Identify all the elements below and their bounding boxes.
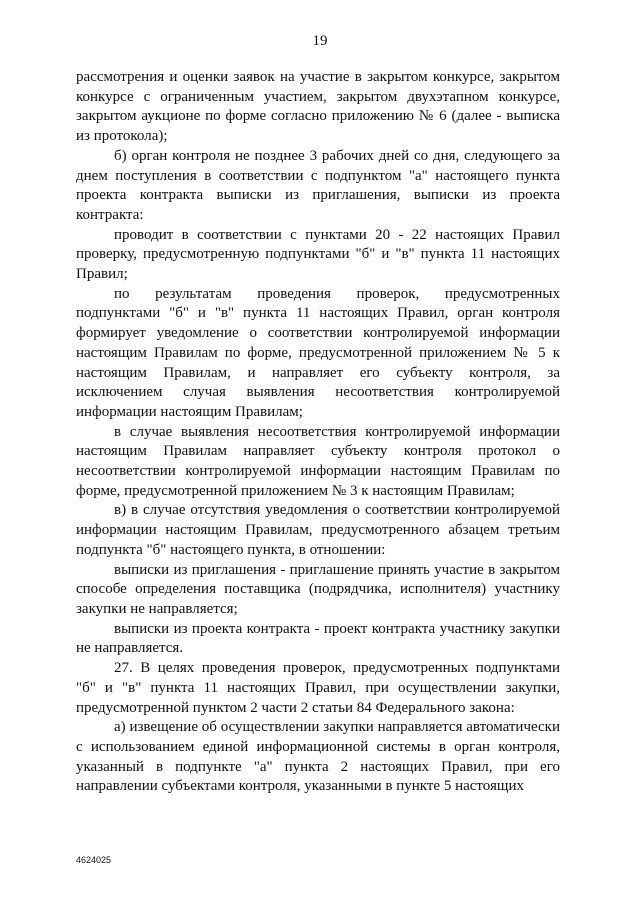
paragraph-check: проводит в соответствии с пунктами 20 - 22 настоящих Правил проверку, предусмотренную подпунктами "б" и "в" пункта 11 настоящих Правил;: [76, 226, 560, 283]
document-id: 4624025: [76, 855, 112, 865]
paragraph-check-results: по результатам проведения проверок, предусмотренных подпунктами "б" и "в" пункта 11 настоящих Правил, орган контроля формирует уведомление о соответствии контролируемой информации настоящим Правилам по форме, предусмотренной приложением № 5 к настоящим Правилам, и направляет его субъекту контроля, за исключением случая выявления несоответствия контролируемой информации настоящим Правилам;: [76, 285, 560, 420]
paragraph-subitem-b: б) орган контроля не позднее 3 рабочих дней со дня, следующего за днем поступления в соответствии с подпунктом "а" настоящего пункта проекта контракта выписки из приглашения, выписки из проекта контракта:: [76, 147, 560, 223]
document-body: [76, 68, 560, 797]
paragraph-subitem-a: а) извещение об осуществлении закупки направляется автоматически с использованием единой информационной системы в орган контроля, указанный в подпункте "а" пункта 2 настоящих Правил, при его направлении субъектами контроля, указанными в пункте 5 настоящих: [76, 719, 560, 795]
paragraph-item-27: 27. В целях проведения проверок, предусмотренных подпунктами "б" и "в" пункта 11 настоящих Правил, при осуществлении закупки, предусмотренной пунктом 2 части 2 статьи 84 Федерального закона:: [76, 660, 560, 716]
paragraph-contract-extract: выписки из проекта контракта - проект контракта участнику закупки не направляется.: [76, 620, 560, 657]
paragraph-subitem-v: в) в случае отсутствия уведомления о соответствии контролируемой информации настоящим Правилам, предусмотренного абзацем третьим подпункта "б" настоящего пункта, в отношении:: [76, 502, 560, 558]
paragraph-nonconformity: в случае выявления несоответствия контролируемой информации настоящим Правилам направляет субъекту контроля протокол о несоответствии контролируемой информации настоящим Правилам по форме, предусмотренной приложением № 3 к настоящим Правилам;: [76, 423, 560, 499]
paragraph-continuation: рассмотрения и оценки заявок на участие в закрытом конкурсе, закрытом конкурсе с ограниченным участием, закрытом двухэтапном конкурсе, закрытом аукционе по форме согласно приложению № 6 (далее - выписка из протокола);: [76, 69, 560, 145]
page-number: 19: [312, 33, 328, 49]
paragraph-invitation-extract: выписки из приглашения - приглашение принять участие в закрытом способе определения поставщика (подрядчика, исполнителя) участнику закупки не направляется;: [76, 561, 560, 617]
